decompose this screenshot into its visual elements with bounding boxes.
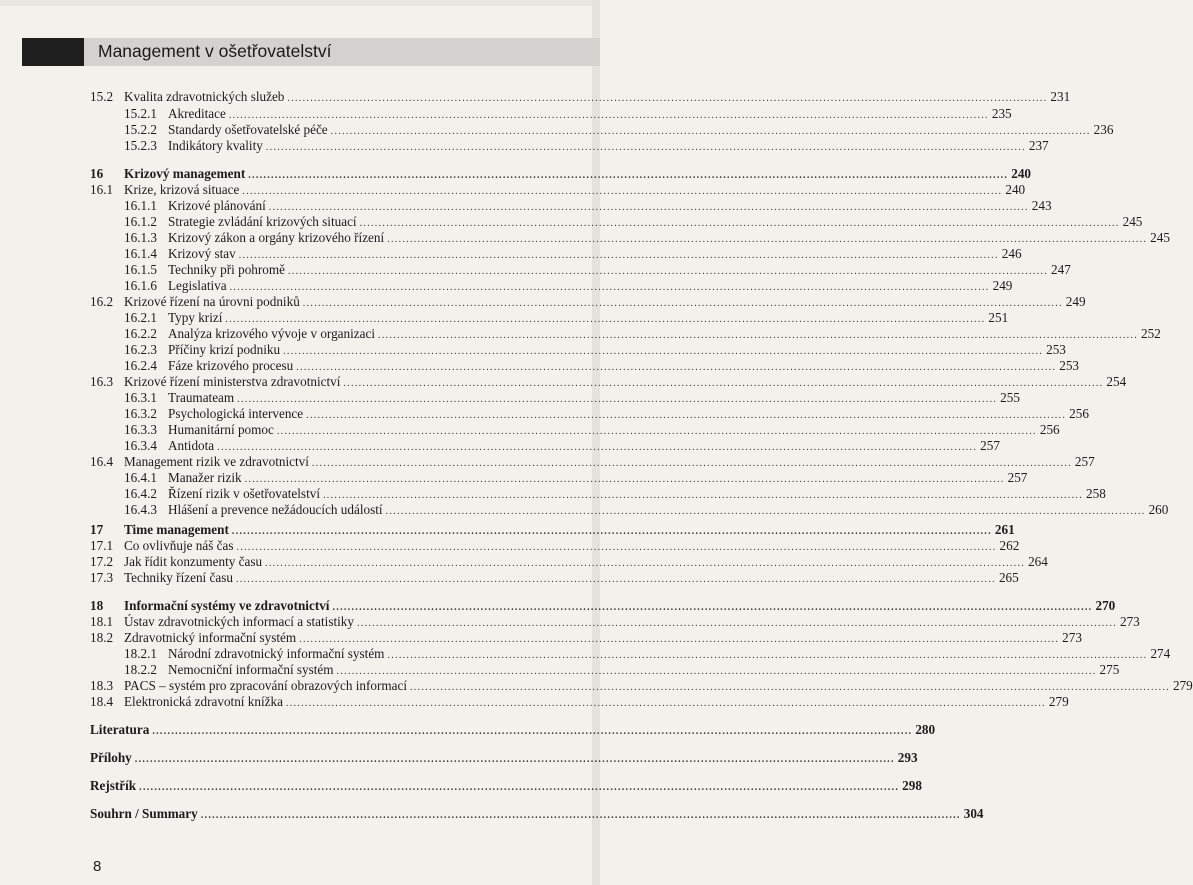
toc-entry: [0, 646, 1171, 662]
toc-entry: [0, 230, 1170, 246]
toc-entry-page: 231: [1050, 89, 1071, 104]
dot-leader: ........................................................................................................................................................................................................: [385, 506, 1146, 517]
toc-entry-page: 279: [1048, 694, 1069, 709]
toc-entry: [0, 662, 1120, 678]
toc-entry-number: 17.1: [90, 538, 114, 553]
toc-entry-number: 17: [90, 522, 104, 537]
toc-entry: [0, 166, 1032, 182]
toc-entry-page: 275: [1099, 662, 1120, 677]
toc-entry-page: 252: [1141, 326, 1161, 341]
running-header: [22, 38, 600, 66]
toc-entry: [0, 630, 1082, 646]
toc-entry-title: Zdravotnický informační systém: [124, 630, 297, 645]
toc-entry-title: Techniky při pohromě: [168, 262, 285, 277]
toc-entry: [0, 262, 1071, 278]
toc-entry-title: Přílohy: [90, 750, 132, 765]
scan-edge: [0, 0, 600, 6]
dot-leader: ........................................................................................................................................................................................................: [217, 442, 978, 453]
dot-leader: ........................................................................................................................................................................................................: [248, 170, 1009, 181]
toc-entry: [0, 522, 1015, 538]
toc-entry-number: 18.3: [90, 678, 114, 693]
toc-entry-title: Kvalita zdravotnických služeb: [124, 89, 285, 104]
toc-entry-title: Psychologická intervence: [168, 406, 304, 421]
toc-entry-page: 279: [1172, 678, 1193, 693]
dot-leader: ........................................................................................................................................................................................................: [378, 330, 1139, 341]
toc-entry-title: PACS – systém pro zpracování obrazových informací: [124, 678, 407, 693]
toc-entry: [0, 614, 1140, 630]
toc-entry-title: Krizové řízení ministerstva zdravotnictví: [124, 374, 341, 389]
toc-entry: [0, 278, 1013, 294]
toc-entry-number: 16.4.2: [124, 486, 157, 501]
dot-leader: ........................................................................................................................................................................................................: [288, 266, 1048, 277]
toc-entry-title: Literatura: [90, 722, 150, 737]
toc-entry-number: 15.2.3: [124, 138, 157, 153]
toc-entry-title: Krize, krizová situace: [124, 182, 240, 197]
dot-leader: ........................................................................................................................................................................................................: [299, 634, 1060, 645]
toc-entry-title: Řízení rizik v ošetřovatelství: [168, 486, 320, 501]
toc-entry-number: 16.3.4: [124, 438, 157, 453]
toc-entry: [0, 422, 1060, 438]
dot-leader: ........................................................................................................................................................................................................: [244, 474, 1005, 485]
dot-leader: ........................................................................................................................................................................................................: [359, 218, 1120, 229]
toc-entry-page: 262: [999, 538, 1020, 553]
toc-entry: [0, 750, 918, 766]
toc-entry-number: 17.3: [90, 570, 114, 585]
toc-entry: [0, 678, 1193, 694]
dot-leader: ........................................................................................................................................................................................................: [387, 650, 1148, 661]
toc-entry-title: Krizový stav: [168, 246, 236, 261]
toc-entry-number: 15.2.2: [124, 122, 157, 137]
toc-entry-page: 260: [1148, 502, 1169, 517]
toc-entry-title: Traumateam: [168, 390, 235, 405]
toc-entry-page: 270: [1095, 598, 1116, 613]
toc-entry-page: 257: [1007, 470, 1028, 485]
toc-entry: [0, 122, 1114, 138]
dot-leader: ........................................................................................................................................................................................................: [134, 754, 895, 765]
toc-entry-title: Příčiny krizí podniku: [168, 342, 281, 357]
toc-entry-title: Time management: [124, 522, 229, 537]
toc-entry-number: 18: [90, 598, 104, 613]
toc-entry-page: 274: [1150, 646, 1171, 661]
toc-entry-page: 245: [1150, 230, 1170, 245]
toc-entry-page: 258: [1086, 486, 1106, 501]
toc-entry-page: 256: [1069, 406, 1089, 421]
toc-entry: [0, 598, 1116, 614]
toc-entry-number: 16.2.2: [124, 326, 157, 341]
dot-leader: ........................................................................................................................................................................................................: [237, 394, 998, 405]
dot-leader: ........................................................................................................................................................................................................: [242, 186, 1003, 197]
toc-entry-page: 304: [963, 806, 984, 821]
dot-leader: ........................................................................................................................................................................................................: [296, 362, 1057, 373]
toc-entry: [0, 390, 1020, 406]
dot-leader: ........................................................................................................................................................................................................: [306, 410, 1067, 421]
toc-entry: [0, 694, 1069, 710]
toc-entry: [0, 502, 1169, 518]
toc-entry-number: 16.3.1: [124, 390, 157, 405]
dot-leader: ........................................................................................................................................................................................................: [311, 458, 1072, 469]
dot-leader: ........................................................................................................................................................................................................: [265, 142, 1026, 153]
toc-entry-page: 251: [988, 310, 1009, 325]
toc-entry: [0, 106, 1012, 122]
toc-entry-title: Rejstřík: [90, 778, 137, 793]
toc-entry-number: 15.2.1: [124, 106, 157, 121]
toc-entry: [0, 310, 1009, 326]
toc-entry-title: Krizový management: [124, 166, 246, 181]
dot-leader: ........................................................................................................................................................................................................: [139, 782, 900, 793]
toc-entry-title: Krizové řízení na úrovni podniků: [124, 294, 300, 309]
toc-entry: [0, 182, 1026, 198]
toc-entry-title: Strategie zvládání krizových situací: [168, 214, 357, 229]
toc-entry-page: 240: [1005, 182, 1026, 197]
dot-leader: ........................................................................................................................................................................................................: [228, 110, 989, 121]
toc-entry-page: 253: [1046, 342, 1066, 357]
header-title: Management v ošetřovatelství: [98, 41, 332, 61]
toc-entry-page: 280: [915, 722, 936, 737]
toc-entry-number: 16.4.3: [124, 502, 157, 517]
toc-entry-page: 249: [992, 278, 1013, 293]
toc-entry-page: 273: [1119, 614, 1140, 629]
toc-entry-title: Antidota: [168, 438, 215, 453]
dot-leader: ........................................................................................................................................................................................................: [276, 426, 1037, 437]
toc-entry-title: Akreditace: [168, 106, 226, 121]
dot-leader: ........................................................................................................................................................................................................: [285, 698, 1046, 709]
toc-entry-title: Typy krizí: [168, 310, 223, 325]
toc-entry-page: 256: [1039, 422, 1060, 437]
toc-entry-number: 16.2.3: [124, 342, 157, 357]
toc-entry-number: 16.2: [90, 294, 114, 309]
dot-leader: ........................................................................................................................................................................................................: [265, 558, 1026, 569]
toc-entry-page: 253: [1059, 358, 1080, 373]
toc-entry-title: Ústav zdravotnických informací a statistiky: [124, 614, 354, 629]
toc-entry-number: 16.1.5: [124, 262, 157, 277]
dot-leader: ........................................................................................................................................................................................................: [283, 346, 1044, 357]
toc-entry-number: 16.1: [90, 182, 114, 197]
dot-leader: ........................................................................................................................................................................................................: [409, 682, 1170, 693]
toc-entry-page: 245: [1122, 214, 1143, 229]
toc-entry-title: Národní zdravotnický informační systém: [168, 646, 385, 661]
dot-leader: ........................................................................................................................................................................................................: [343, 378, 1104, 389]
toc-entry: [0, 374, 1127, 390]
toc-entry-title: Krizové plánování: [168, 198, 266, 213]
toc-entry-page: 247: [1051, 262, 1071, 277]
toc-entry-title: Humanitární pomoc: [168, 422, 274, 437]
toc-entry-title: Elektronická zdravotní knížka: [124, 694, 283, 709]
toc-entry-number: 16.1.1: [124, 198, 157, 213]
toc-entry-page: 246: [1001, 246, 1022, 261]
toc-entry-number: 15.2: [90, 89, 114, 104]
dot-leader: ........................................................................................................................................................................................................: [387, 234, 1148, 245]
toc-entry-number: 16.1.4: [124, 246, 157, 261]
toc-entry-number: 16.4.1: [124, 470, 157, 485]
dot-leader: ........................................................................................................................................................................................................: [330, 126, 1091, 137]
dot-leader: ........................................................................................................................................................................................................: [287, 93, 1048, 104]
dot-leader: ........................................................................................................................................................................................................: [200, 810, 961, 821]
dot-leader: ........................................................................................................................................................................................................: [356, 618, 1117, 629]
toc-entry-number: 16.3.2: [124, 406, 157, 421]
toc-entry-page: 261: [994, 522, 1015, 537]
toc-entry: [0, 554, 1048, 570]
toc-entry-number: 16.1.6: [124, 278, 157, 293]
toc-entry-title: Management rizik ve zdravotnictví: [124, 454, 309, 469]
toc-entry-page: 257: [1074, 454, 1095, 469]
toc-entry: [0, 470, 1028, 486]
dot-leader: ........................................................................................................................................................................................................: [231, 526, 992, 537]
toc-entry-page: 254: [1106, 374, 1127, 389]
toc-entry-page: 243: [1031, 198, 1052, 213]
toc-entry-number: 16.1.3: [124, 230, 157, 245]
header-block: [22, 38, 84, 66]
toc-entry: [0, 246, 1022, 262]
toc-entry-number: 16: [90, 166, 104, 181]
toc-entry-title: Techniky řízení času: [124, 570, 233, 585]
toc-entry-title: Krizový zákon a orgány krizového řízení: [168, 230, 385, 245]
toc-entry: [0, 342, 1066, 358]
toc-entry-number: 16.3.3: [124, 422, 157, 437]
dot-leader: ........................................................................................................................................................................................................: [323, 490, 1083, 501]
dot-leader: ........................................................................................................................................................................................................: [152, 726, 913, 737]
toc-entry-number: 16.1.2: [124, 214, 157, 229]
dot-leader: ........................................................................................................................................................................................................: [229, 282, 990, 293]
toc-entry-title: Informační systémy ve zdravotnictví: [124, 598, 330, 613]
toc-entry-number: 18.1: [90, 614, 114, 629]
toc-entry-page: 265: [998, 570, 1019, 585]
toc-entry: [0, 570, 1019, 586]
toc-entry-title: Legislativa: [168, 278, 227, 293]
toc-entry-page: 273: [1062, 630, 1082, 645]
toc-entry: [0, 138, 1049, 154]
toc-entry: [0, 294, 1086, 310]
toc-entry: [0, 89, 1071, 105]
toc-entry-number: 18.2.2: [124, 662, 157, 677]
toc-entry-page: 293: [897, 750, 918, 765]
toc-entry-number: 16.3: [90, 374, 114, 389]
toc-entry: [0, 326, 1161, 342]
toc-entry-title: Souhrn / Summary: [90, 806, 198, 821]
toc-entry-page: 249: [1065, 294, 1086, 309]
toc-entry: [0, 406, 1089, 422]
toc-entry: [0, 486, 1106, 502]
toc-entry-title: Hlášení a prevence nežádoucích událostí: [168, 502, 383, 517]
toc-entry-title: Analýza krizového vývoje v organizaci: [168, 326, 376, 341]
dot-leader: ........................................................................................................................................................................................................: [302, 298, 1063, 309]
toc-entry-page: 264: [1028, 554, 1048, 569]
toc-entry-page: 235: [991, 106, 1012, 121]
dot-leader: ........................................................................................................................................................................................................: [336, 666, 1097, 677]
toc-entry-number: 16.4: [90, 454, 114, 469]
toc-entry: [0, 806, 984, 822]
toc-entry-title: Manažer rizik: [168, 470, 242, 485]
toc-entry-title: Co ovlivňuje náš čas: [124, 538, 234, 553]
toc-entry: [0, 722, 936, 738]
toc-entry: [0, 454, 1095, 470]
dot-leader: ........................................................................................................................................................................................................: [236, 542, 997, 553]
toc-entry-title: Indikátory kvality: [168, 138, 263, 153]
toc-entry: [0, 198, 1052, 214]
toc-entry-page: 298: [902, 778, 922, 793]
dot-leader: ........................................................................................................................................................................................................: [235, 574, 996, 585]
toc-entry-page: 236: [1093, 122, 1114, 137]
dot-leader: ........................................................................................................................................................................................................: [332, 602, 1093, 613]
toc-entry: [0, 438, 1000, 454]
dot-leader: ........................................................................................................................................................................................................: [268, 202, 1029, 213]
toc-entry-title: Jak řídit konzumenty času: [124, 554, 263, 569]
toc-entry-title: Standardy ošetřovatelské péče: [168, 122, 328, 137]
toc-entry: [0, 778, 922, 794]
toc-entry-number: 18.4: [90, 694, 114, 709]
dot-leader: ........................................................................................................................................................................................................: [238, 250, 999, 261]
toc-entry-number: 18.2: [90, 630, 114, 645]
dot-leader: ........................................................................................................................................................................................................: [225, 314, 986, 325]
toc-entry-number: 16.2.4: [124, 358, 157, 373]
page-number: 8: [93, 858, 102, 875]
toc-entry: [0, 358, 1080, 374]
toc-entry-title: Fáze krizového procesu: [168, 358, 294, 373]
toc-entry-title: Nemocniční informační systém: [168, 662, 334, 677]
toc-entry: [0, 214, 1143, 230]
toc-entry-number: 18.2.1: [124, 646, 157, 661]
toc-entry-number: 17.2: [90, 554, 114, 569]
toc-entry-page: 257: [980, 438, 1000, 453]
toc-entry-page: 237: [1028, 138, 1049, 153]
toc-entry-page: 255: [1000, 390, 1020, 405]
toc-entry-page: 240: [1011, 166, 1032, 181]
toc-entry: [0, 538, 1020, 554]
toc-entry-number: 16.2.1: [124, 310, 157, 325]
